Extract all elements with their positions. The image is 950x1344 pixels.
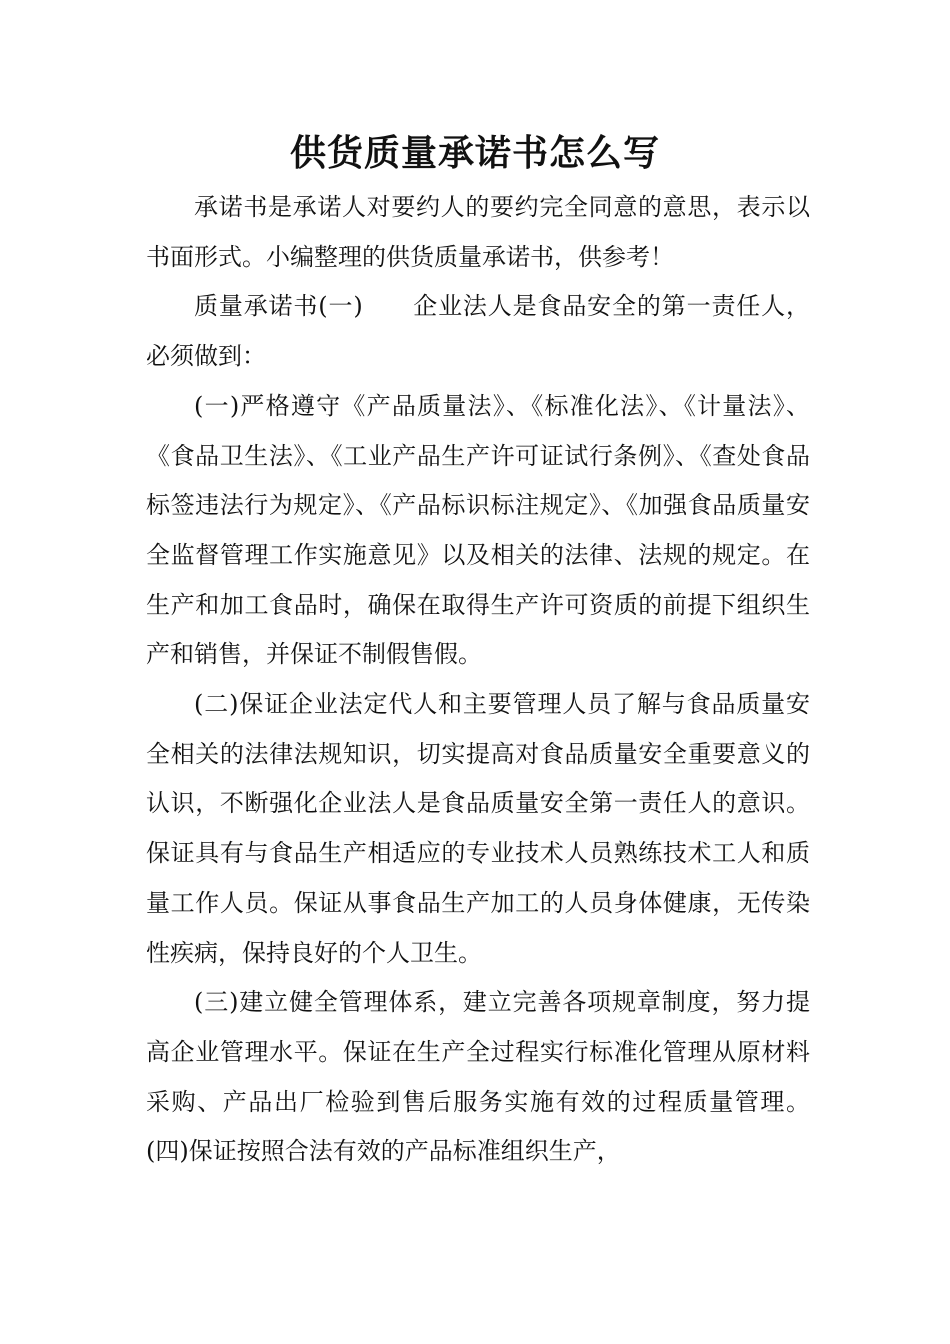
paragraph-item-2: (二)保证企业法定代人和主要管理人员了解与食品质量安全相关的法律法规知识，切实提高对食品质量安全重要意义的认识，不断强化企业法人是食品质量安全第一责任人的意识。保证具有与食品生产相适应的专业技术人员熟练技术工人和质量工作人员。保证从事食品生产加工的人员身体健康，无传染性疾病，保持良好的个人卫生。 [146,690,810,967]
paragraph-commitment-heading: 质量承诺书(一) 企业法人是食品安全的第一责任人，必须做到： [146,292,810,371]
paragraph-item-1: (一)严格遵守《产品质量法》、《标准化法》、《计量法》、《食品卫生法》、《工业产品生产许可证试行条例》、《查处食品标签违法行为规定》、《产品标识标注规定》、《加强食品质量安全监督管理工作实施意见》以及相关的法律、法规的规定。在生产和加工食品时，确保在取得生产许可资质的前提下组织生产和销售，并保证不制假售假。 [146,391,810,669]
paragraph-intro: 承诺书是承诺人对要约人的要约完全同意的意思，表示以书面形式。小编整理的供货质量承诺书，供参考！ [146,193,810,271]
document-title: 供货质量承诺书怎么写 [289,132,660,174]
document-body [146,183,818,1177]
paragraph-item-3: (三)建立健全管理体系，建立完善各项规章制度，努力提高企业管理水平。保证在生产全过程实行标准化管理从原材料采购、产品出厂检验到售后服务实施有效的过程质量管理。 (四)保证按照合法有效的产品标准组织生产， [146,988,818,1166]
